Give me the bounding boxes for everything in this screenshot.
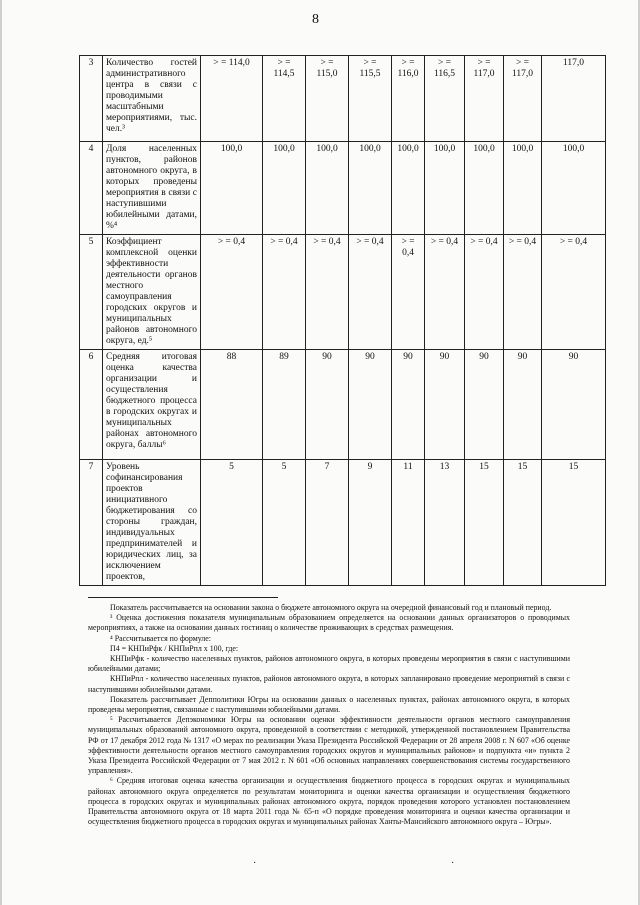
footnote-5: ⁵ Рассчитывается Депэкономики Югры на основании оценки эффективности деятельности органов местного самоуправления муниципальных образований автономного округа, проведенной в соответствии с методикой, утвержденной постановлением Правительства РФ от 17 декабря 2012 года № 1317 «О мерах по реализации Указа Президента Российской Федерации от 28 апреля 2008 г. N 607 «Об оценке эффективности деятельности органов местного самоуправления городских округов и муниципальных районов» и подпункта «и» пункта 2 Указа Президента Российской Федерации от 7 мая 2012 г. N 601 «Об основных направлениях совершенствования системы государственного управления». xyxy=(88,715,570,776)
indicator-value: 90 xyxy=(542,350,606,460)
footnote-4: ⁴ Рассчитывается по формуле: xyxy=(110,633,211,643)
indicator-value: > = 114,0 xyxy=(201,56,263,142)
indicator-value: 88 xyxy=(201,350,263,460)
indicator-value: 100,0 xyxy=(425,142,465,235)
footnote-separator xyxy=(88,597,278,598)
indicator-value: 89 xyxy=(263,350,306,460)
table-row xyxy=(80,142,606,235)
footnote-6: ⁶ Средняя итоговая оценка качества организации и осуществления бюджетного процесса в городских округах и муниципальных районах автономного округа определяется по результатам мониторинга и оценки качества организации и осуществления бюджетного процесса в городских округах и муниципальных районах автономного округа, порядок проведения которого установлен постановлением Правительства автономного округа от 18 марта 2011 года № 65-п «О порядке проведения мониторинга и оценки качества организации и осуществления бюджетного процесса в городских округах и муниципальных районах Ханты-Мансийского автономного округа – Югры». xyxy=(88,776,570,827)
indicator-value: 15 xyxy=(465,460,504,586)
formula-term-plan: КНПиРпл - количество населенных пунктов, районов автономного округа, в которых запланировано проведение мероприятий в связи с наступившими юбилейными датами. xyxy=(88,674,570,694)
row-number: 5 xyxy=(80,235,103,350)
scan-edge-left xyxy=(0,0,2,905)
formula-term-fact: КНПиРфк - количество населенных пунктов, районов автономного округа, в которых проведены мероприятия в связи с наступившими юбилейными датами; xyxy=(88,654,570,674)
indicator-value: 100,0 xyxy=(392,142,425,235)
row-number: 3 xyxy=(80,56,103,142)
table-row xyxy=(80,235,606,350)
indicator-value: > = 117,0 xyxy=(465,56,504,142)
indicator-value: > = 116,0 xyxy=(392,56,425,142)
indicator-value: > = 0,4 xyxy=(392,235,425,350)
page-number: 8 xyxy=(312,12,319,27)
indicator-value: 90 xyxy=(504,350,542,460)
indicator-value: 90 xyxy=(425,350,465,460)
indicator-value: 100,0 xyxy=(504,142,542,235)
indicator-value: 100,0 xyxy=(465,142,504,235)
indicator-value: 90 xyxy=(465,350,504,460)
indicators-table xyxy=(79,55,606,586)
indicator-name: Коэффициент комплексной оценки эффективности деятельности органов местного самоуправления городских округов и муниципальных районов автономного округа, ед.⁵ xyxy=(103,235,201,350)
indicator-value: 7 xyxy=(306,460,349,586)
indicator-name: Доля населенных пунктов, районов автономного округа, в которых проведены мероприятия в связи с наступившими юбилейными датами, %⁴ xyxy=(103,142,201,235)
indicator-value: > = 0,4 xyxy=(349,235,392,350)
footnotes xyxy=(88,603,570,827)
indicator-value: 100,0 xyxy=(201,142,263,235)
indicator-value: 11 xyxy=(392,460,425,586)
indicator-value: 100,0 xyxy=(542,142,606,235)
row-number: 7 xyxy=(80,460,103,586)
indicator-value: > = 0,4 xyxy=(263,235,306,350)
footnote-text: Показатель рассчитывает Депполитики Югры на основании данных о населенных пунктах, районах автономного округа, в которых проведены мероприятия, связанные с наступившими юбилейными датами. xyxy=(88,694,570,715)
indicator-value: > = 114,5 xyxy=(263,56,306,142)
indicator-value: 90 xyxy=(349,350,392,460)
scan-dot: · xyxy=(253,858,257,869)
indicator-value: 15 xyxy=(542,460,606,586)
indicator-value: 90 xyxy=(392,350,425,460)
indicator-value: 5 xyxy=(201,460,263,586)
footnote-3: ³ Оценка достижения показателя муниципальным образованием определяется на основании данных организаторов о проводимых мероприятиях, а также на основании данных гостиниц о количестве проживающих в средствах размещения. xyxy=(88,613,570,633)
scan-dot: · xyxy=(451,858,455,869)
indicator-value: 15 xyxy=(504,460,542,586)
formula: П4 = КНПиРфк / КНПиРпл х 100, где: xyxy=(110,643,239,653)
indicator-value: > = 117,0 xyxy=(504,56,542,142)
indicator-value: > = 0,4 xyxy=(465,235,504,350)
row-number: 4 xyxy=(80,142,103,235)
indicator-value: > = 0,4 xyxy=(425,235,465,350)
indicator-value: 9 xyxy=(349,460,392,586)
indicator-value: > = 0,4 xyxy=(542,235,606,350)
table-row xyxy=(80,460,606,586)
row-number: 6 xyxy=(80,350,103,460)
indicator-name: Количество гостей административного центра в связи с проводимыми масштабными мероприятиями, тыс. чел.³ xyxy=(103,56,201,142)
indicator-value: > = 115,5 xyxy=(349,56,392,142)
footnote-text: Показатель рассчитывается на основании закона о бюджете автономного округа на очередной финансовый год и плановый период. xyxy=(110,603,552,612)
indicator-value: 100,0 xyxy=(349,142,392,235)
indicator-value: > = 0,4 xyxy=(201,235,263,350)
indicator-name: Средняя итоговая оценка качества организации и осуществления бюджетного процесса в городских округах и муниципальных районах автономного округа, баллы⁶ xyxy=(103,350,201,460)
indicator-value: 90 xyxy=(306,350,349,460)
indicator-value: 117,0 xyxy=(542,56,606,142)
indicator-value: 13 xyxy=(425,460,465,586)
indicator-value: > = 115,0 xyxy=(306,56,349,142)
table-row xyxy=(80,56,606,142)
indicator-value: 100,0 xyxy=(263,142,306,235)
indicator-value: 5 xyxy=(263,460,306,586)
indicator-name: Уровень софинансирования проектов инициативного бюджетирования со стороны граждан, индивидуальных предпринимателей и юридических лиц, за исключением проектов, xyxy=(103,460,201,586)
indicator-value: > = 0,4 xyxy=(504,235,542,350)
indicator-value: > = 0,4 xyxy=(306,235,349,350)
indicator-value: > = 116,5 xyxy=(425,56,465,142)
indicator-value: 100,0 xyxy=(306,142,349,235)
table-row xyxy=(80,350,606,460)
